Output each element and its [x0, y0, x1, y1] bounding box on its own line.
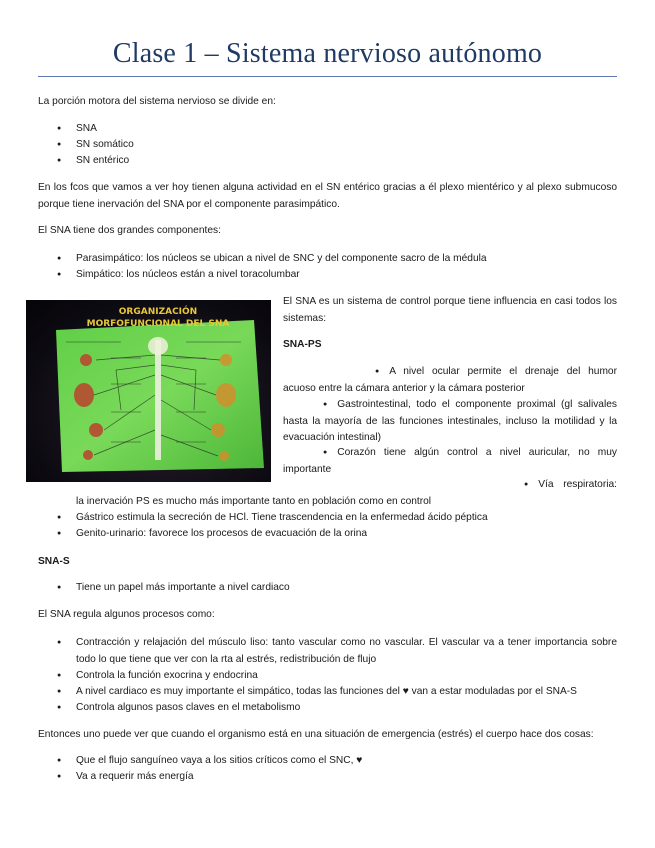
slide-illustration: [26, 300, 271, 482]
list-item: ● Va a requerir más energía: [38, 769, 618, 785]
list-item: ● Controla la función exocrina y endocrina: [38, 668, 617, 684]
intro-paragraph: La porción motora del sistema nervioso se divide en:: [38, 96, 276, 107]
list-item: ● Parasimpático: los núcleos se ubican a nivel de SNC y del componente sacro de la médula: [38, 251, 618, 267]
sna-s-list: [38, 580, 618, 596]
enteric-paragraph: En los fcos que vamos a ver hoy tienen alguna actividad en el SN entérico gracias a él plexo mientérico y al plexo submucoso porque tiene inervación del SNA por el componente parasimpático.: [38, 182, 617, 210]
list-item: ● A nivel cardiaco es muy importante el simpático, todas las funciones del ♥ van a estar moduladas por el SNA-S: [38, 684, 617, 700]
sna-ps-list-continued: [38, 510, 618, 542]
regula-list: [38, 634, 617, 716]
title-underline: [38, 76, 617, 77]
slide-title-line2: MORFOFUNCIONAL DEL SNA: [86, 319, 230, 329]
list-item: ● SNA: [38, 121, 598, 137]
list-item: ● Contracción y relajación del músculo liso: tanto vascular como no vascular. El vascular va a tener importancia sobre todo lo que tiene que ver con la rta al estrés, redistribución de flujo: [38, 634, 617, 668]
slide-title-line1: ORGANIZACIÓN: [118, 307, 198, 317]
emergency-paragraph: Entonces uno puede ver que cuando el organismo está en una situación de emergencia (estrés) el cuerpo hace dos cosas:: [38, 729, 594, 740]
emergency-list: [38, 753, 618, 785]
page-title: Clase 1 – Sistema nervioso autónomo: [112, 38, 543, 69]
components-paragraph: El SNA tiene dos grandes componentes:: [38, 225, 221, 236]
list-item: ● Genito-urinario: favorece los procesos de evacuación de la orina: [38, 526, 618, 542]
list-item: ● Gástrico estimula la secreción de HCl. Tiene trascendencia en la enfermedad ácido péptica: [38, 510, 618, 526]
sna-slide-photo: [26, 300, 271, 482]
division-list: [38, 121, 598, 169]
list-item: ● Vía respiratoria: la inervación PS es mucho más importante tanto en población como en control: [76, 479, 617, 507]
bullet-icon: ●: [323, 449, 328, 456]
sna-ps-heading: SNA-PS: [283, 339, 322, 350]
bullet-icon: ●: [375, 368, 380, 375]
regula-paragraph: El SNA regula algunos procesos como:: [38, 609, 215, 620]
control-system-paragraph: El SNA es un sistema de control porque tiene influencia en casi todos los sistemas:: [283, 296, 617, 324]
list-item: ● SN entérico: [38, 153, 598, 169]
list-item: ● Simpático: los núcleos están a nivel toracolumbar: [38, 267, 618, 283]
sna-s-heading: SNA-S: [38, 556, 70, 567]
list-item: ● Tiene un papel más importante a nivel cardiaco: [38, 580, 618, 596]
bullet-icon: ●: [323, 401, 328, 408]
components-list: [38, 251, 618, 283]
list-item: ● A nivel ocular permite el drenaje del humor acuoso entre la cámara anterior y la cámara posterior: [283, 366, 617, 394]
list-item: ● Controla algunos pasos claves en el metabolismo: [38, 700, 617, 716]
bullet-icon: ●: [524, 481, 529, 488]
list-item: ● Gastrointestinal, todo el componente proximal (gl salivales hasta la mayoría de las funciones intestinales, incluso la motilidad y la evacuación intestinal): [283, 399, 617, 443]
list-item: ● Corazón tiene algún control a nivel auricular, no muy importante: [283, 447, 617, 475]
list-item: ● Que el flujo sanguíneo vaya a los sitios críticos como el SNC, ♥: [38, 753, 618, 769]
list-item: ● SN somático: [38, 137, 598, 153]
